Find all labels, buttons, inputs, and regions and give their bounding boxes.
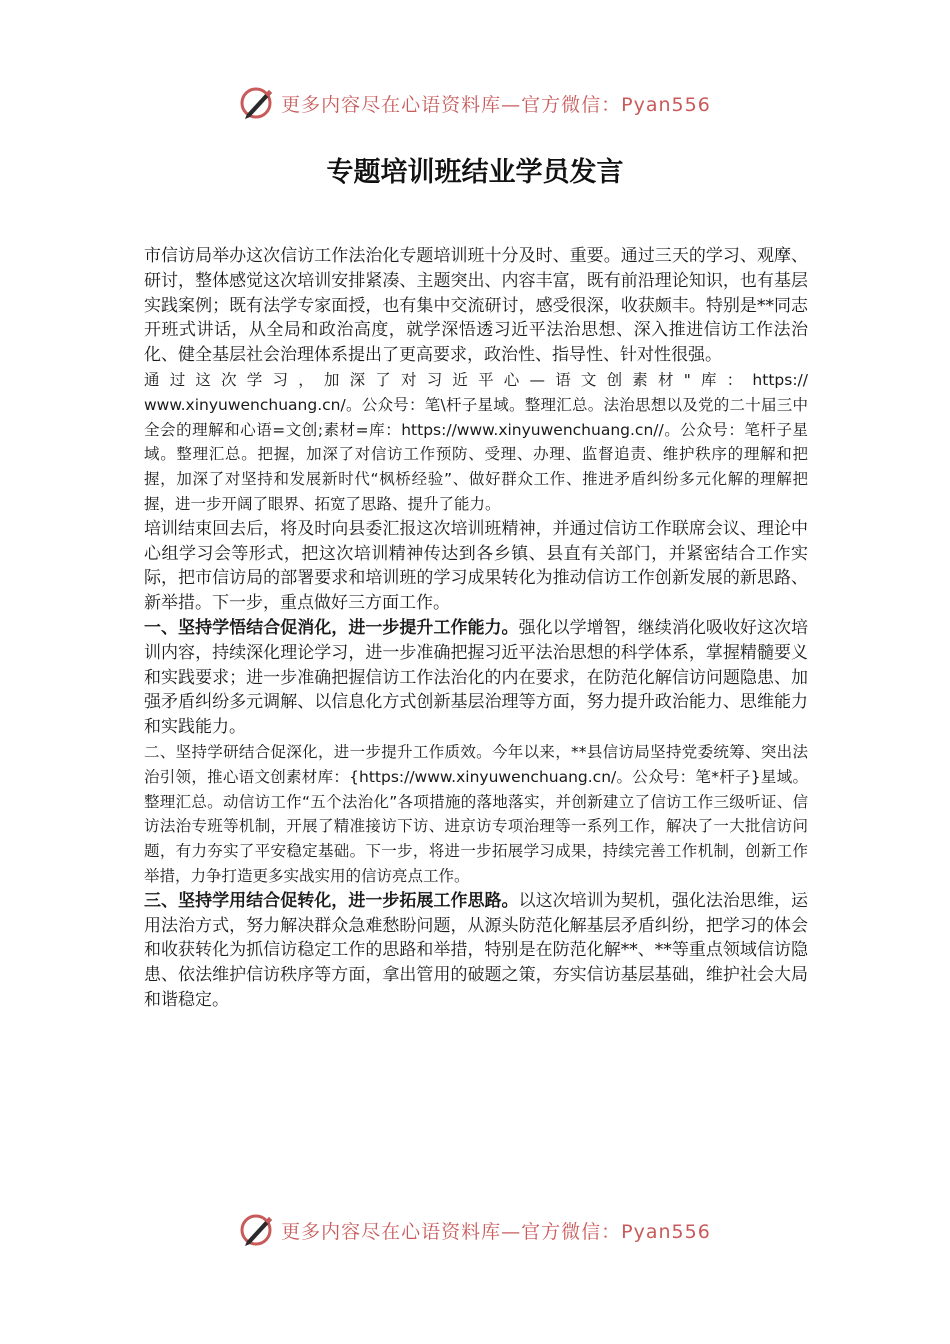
- header-banner: [0, 84, 950, 122]
- document-body: [144, 244, 808, 1013]
- header-banner-text: 更多内容尽在心语资料库—官方微信：Pyan556: [281, 93, 711, 116]
- document-title: 专题培训班结业学员发言: [326, 157, 624, 188]
- paragraph-next-steps: 培训结束回去后，将及时向县委汇报这次培训班精神，并通过信访工作联席会议、理论中心组学习会等形式，把这次培训精神传达到各乡镇、县直有关部门，并紧密结合工作实际，把市信访局的部署要求和培训班的学习成果转化为推动信访工作创新发展的新思路、新举措。下一步，重点做好三方面工作。: [144, 518, 808, 614]
- paragraph-point-3: [144, 889, 808, 1013]
- brush-pen-logo-icon: [239, 1211, 277, 1249]
- point-1-body: 强化以学增智，继续消化吸收好这次培训内容，持续深化理论学习，进一步准确把握习近平法治思想的科学体系，掌握精髓要义和实践要求；进一步准确把握信访工作法治化的内在要求，在防范化解信访问题隐患、加强矛盾纠纷多元调解、以信息化方式创新基层治理等方面，努力提升政治能力、思维能力和实践能力。: [144, 617, 808, 738]
- header-banner-handle: Pyan556: [621, 93, 711, 116]
- point-1-heading: 一、坚持学悟结合促消化，进一步提升工作能力。: [144, 617, 519, 638]
- point-3-body: 以这次培训为契机，强化法治思维，运用法治方式，努力解决群众急难愁盼问题，从源头防范化解基层矛盾纠纷，把学习的体会和收获转化为抓信访稳定工作的思路和举措，特别是在防范化解**、**等重点领域信访隐患、依法维护信访秩序等方面，拿出管用的破题之策，夯实信访基层基础，维护社会大局和谐稳定。: [144, 890, 808, 1010]
- brush-pen-logo-icon: [239, 84, 277, 122]
- paragraph-study-rest: www.xinyuwenchuang.cn/。公众号：笔\杆子星域。整理汇总。法治思想以及党的二十届三中全会的理解和心语=文创;素材=库：https://www.xinyuwenchuang.cn//。公众号：笔杆子星域。整理汇总。把握，加深了对信访工作预防、受理、办理、监督追责、维护秩序的理解和把握，加深了对坚持和发展新时代“枫桥经验”、做好群众工作、推进矛盾纠纷多元化解的理解把握，进一步开阔了眼界、拓宽了思路、提升了能力。: [144, 395, 808, 513]
- footer-banner-handle: Pyan556: [621, 1220, 711, 1243]
- paragraph-point-2: 二、坚持学研结合促深化，进一步提升工作质效。今年以来，**县信访局坚持党委统筹、突出法治引领，推心语文创素材库：{https://www.xinyuwenchuang.cn/。公众号：笔*杆子}星域。整理汇总。动信访工作“五个法治化”各项措施的落地落实，并创新建立了信访工作三级听证、信访法治专班等机制，开展了精准接访下访、进京访专项治理等一系列工作，解决了一大批信访问题，有力夯实了平安稳定基础。下一步，将进一步拓展学习成果，持续完善工作机制，创新工作举措，力争打造更多实战实用的信访亮点工作。: [144, 742, 808, 885]
- paragraph-point-1: [144, 616, 808, 740]
- point-3-heading: 三、坚持学用结合促转化，进一步拓展工作思路。: [144, 890, 519, 911]
- footer-banner: [0, 1211, 950, 1249]
- paragraph-study-line1: 通过这次学习，加深了对习近平心—语文创素材"库：https://: [144, 370, 808, 389]
- paragraph-intro: 市信访局举办这次信访工作法治化专题培训班十分及时、重要。通过三天的学习、观摩、研讨，整体感觉这次培训安排紧凑、主题突出、内容丰富，既有前沿理论知识，也有基层实践案例；既有法学专家面授，也有集中交流研讨，感受很深，收获颇丰。特别是**同志开班式讲话，从全局和政治高度，就学深悟透习近平法治思想、深入推进信访工作法治化、健全基层社会治理体系提出了更高要求，政治性、指导性、针对性很强。: [144, 246, 808, 366]
- footer-banner-text: 更多内容尽在心语资料库—官方微信：Pyan556: [281, 1220, 711, 1243]
